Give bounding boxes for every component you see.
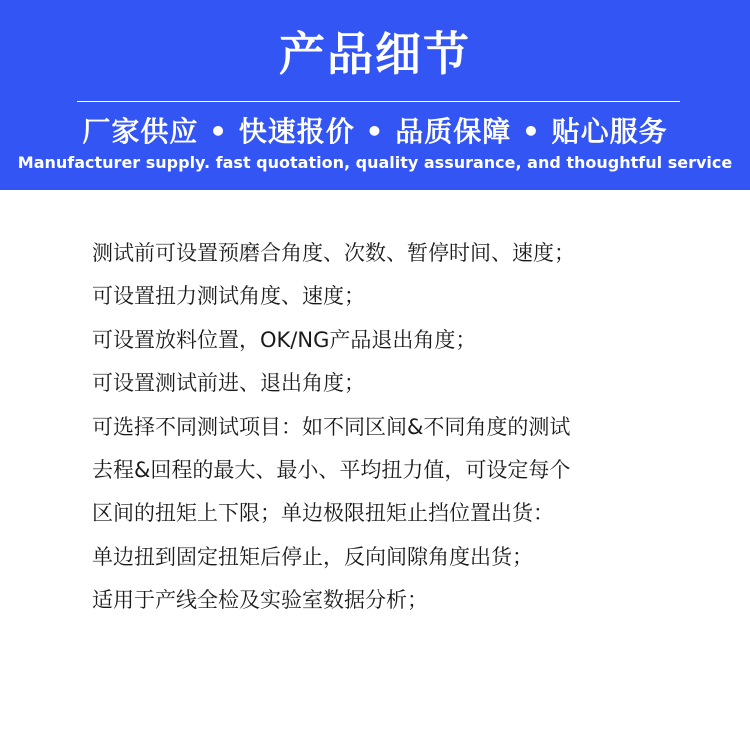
feature-line: 去程&回程的最大、最小、平均扭力值，可设定每个 bbox=[92, 458, 571, 483]
feature-line: 可设置放料位置，OK/NG产品退出角度； bbox=[92, 327, 477, 352]
feature-line: 区间的扭矩上下限；单边极限扭矩止挡位置出货： bbox=[92, 501, 554, 526]
feature-line: 单边扭到固定扭矩后停止，反向间隙角度出货； bbox=[92, 544, 533, 569]
banner-divider bbox=[77, 101, 680, 102]
feature-line: 可选择不同测试项目：如不同区间&不同角度的测试 bbox=[92, 414, 571, 439]
feature-line: 适用于产线全检及实验室数据分析； bbox=[92, 588, 428, 613]
header-banner bbox=[0, 0, 750, 190]
banner-slogan: 厂家供应 • 快速报价 • 品质保障 • 贴心服务 bbox=[82, 115, 668, 148]
feature-list bbox=[92, 232, 712, 623]
banner-subtitle: Manufacturer supply. fast quotation, quality assurance, and thoughtful service bbox=[17, 153, 733, 172]
banner-title: 产品细节 bbox=[279, 27, 471, 81]
feature-line: 可设置测试前进、退出角度； bbox=[92, 371, 365, 396]
feature-line: 可设置扭力测试角度、速度； bbox=[92, 284, 365, 309]
feature-line: 测试前可设置预磨合角度、次数、暂停时间、速度； bbox=[92, 241, 575, 265]
